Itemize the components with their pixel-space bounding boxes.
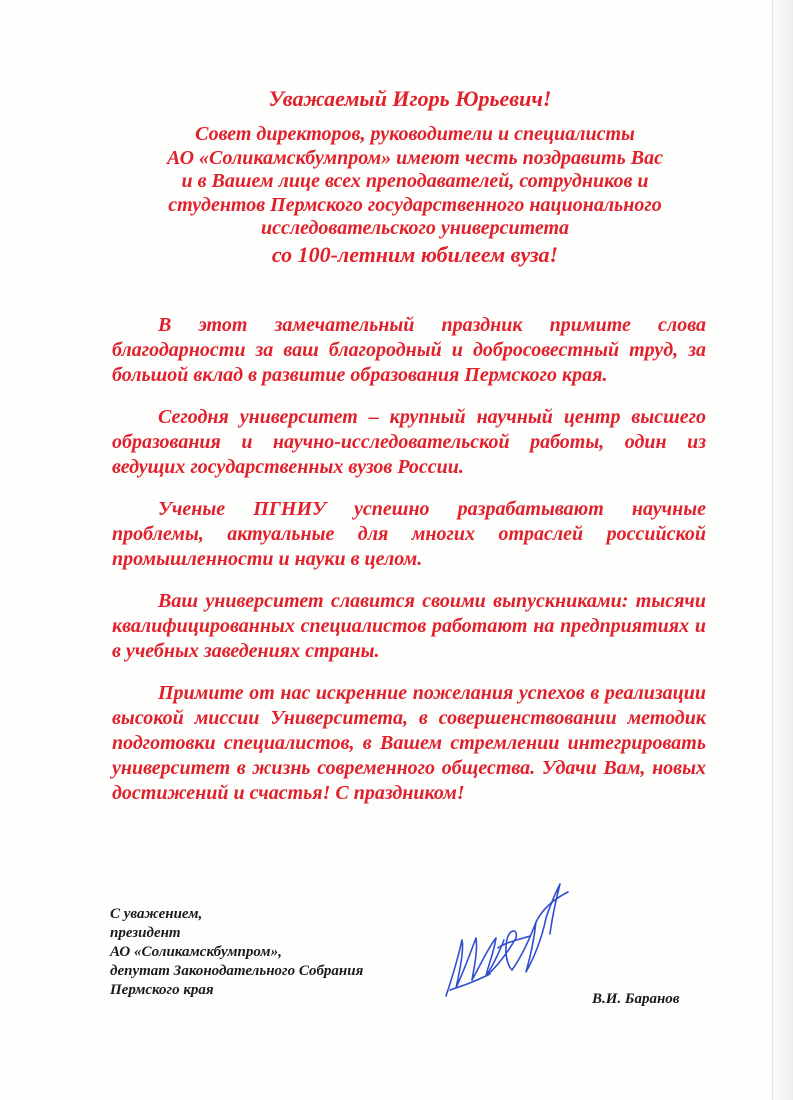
signature-title-line: президент xyxy=(110,925,181,941)
intro-line: и в Вашем лице всех преподавателей, сотрудников и xyxy=(181,170,649,192)
intro-emphasis: со 100-летним юбилеем вуза! xyxy=(271,241,559,267)
page-edge-shadow xyxy=(771,0,793,1100)
signature-title-line: АО «Соликамскбумпром», xyxy=(110,944,282,960)
letter-body xyxy=(112,313,706,823)
signature-title-block xyxy=(110,905,440,1000)
body-paragraph-5: Примите от нас искренние пожелания успехов в реализации высокой миссии Университета, в совершенствовании методик подготовки специалистов, в Вашем стремлении интегрировать университет в жизнь современного общества. Удачи Вам, новых достижений и счастья! С праздником! xyxy=(112,682,706,804)
signature-title-line: депутат Законодательного Собрания xyxy=(110,963,364,979)
intro-line: АО «Соликамскбумпром» имеют честь поздравить Вас xyxy=(167,146,663,169)
body-paragraph-4: Ваш университет славится своими выпускниками: тысячи квалифицированных специалистов работают на предприятиях и в учебных заведениях страны. xyxy=(112,590,706,662)
signatory-name: В.И. Баранов xyxy=(592,991,680,1007)
intro-line: Совет директоров, руководители и специалисты xyxy=(195,123,635,145)
intro-line: студентов Пермского государственного национального xyxy=(168,193,662,216)
letter-intro xyxy=(130,123,700,269)
body-paragraph-2: Сегодня университет – крупный научный центр высшего образования и научно-исследовательской работы, один из ведущих государственных вузов России. xyxy=(112,406,706,478)
body-paragraph-1: В этот замечательный праздник примите слова благодарности за ваш благородный и добросовестный труд, за большой вклад в развитие образования Пермского края. xyxy=(112,314,706,386)
letter-greeting: Уважаемый Игорь Юрьевич! xyxy=(268,86,552,111)
intro-line: исследовательского университета xyxy=(260,217,570,239)
handwritten-signature xyxy=(438,878,578,1008)
signature-title-line: С уважением, xyxy=(110,906,203,922)
signature-title-line: Пермского края xyxy=(110,982,214,998)
body-paragraph-3: Ученые ПГНИУ успешно разрабатывают научные проблемы, актуальные для многих отраслей российской промышленности и науки в целом. xyxy=(112,498,706,570)
